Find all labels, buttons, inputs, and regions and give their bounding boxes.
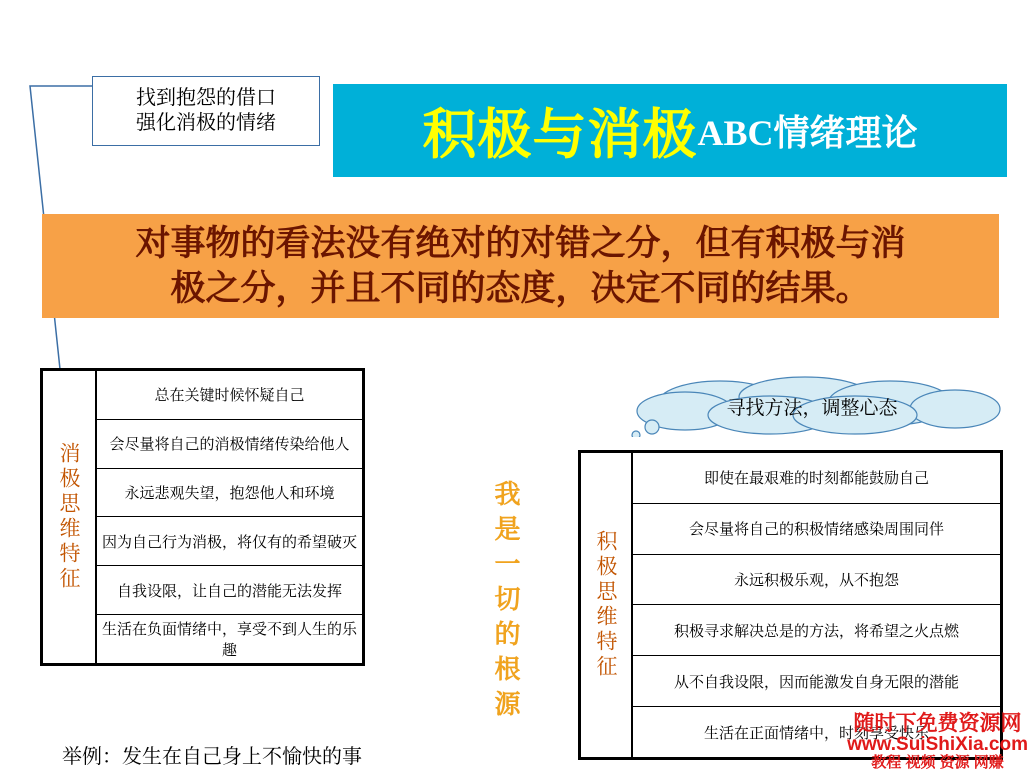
statement-line-1: 对事物的看法没有绝对的对错之分，但有积极与消 (135, 223, 906, 263)
watermark-line-2: www.SuiShiXia.com (847, 734, 1028, 756)
table-row: 会尽量将自己的积极情绪感染周围同伴 (633, 504, 1000, 555)
positive-table-label-cell (581, 453, 633, 757)
center-vertical-text: 我是一切的根源 (491, 480, 520, 725)
slide-title-bar (333, 84, 1007, 177)
positive-table-label: 积极思维特征 (594, 530, 618, 680)
callout-line-1: 找到抱怨的借口 (136, 87, 276, 109)
callout-line-2: 强化消极的情绪 (136, 112, 276, 134)
table-row: 永远积极乐观，从不抱怨 (633, 555, 1000, 606)
negative-table-label: 消极思维特征 (57, 442, 81, 592)
cloud-callout-text: 寻找方法，调整心态 (726, 397, 898, 419)
statement-line-2: 极之分，并且不同的态度，决定不同的结果。 (170, 269, 871, 308)
slide-title-main: 积极与消极 (422, 105, 698, 165)
table-row: 因为自己行为消极，将仅有的希望破灭 (97, 517, 362, 566)
table-row: 总在关键时候怀疑自己 (97, 371, 362, 420)
table-row: 积极寻求解决总是的方法，将希望之火点燃 (633, 605, 1000, 656)
negative-thinking-table (40, 368, 365, 666)
negative-table-label-cell (43, 371, 97, 663)
table-row: 永远悲观失望，抱怨他人和环境 (97, 469, 362, 518)
negative-table-rows (97, 371, 362, 663)
table-row: 生活在负面情绪中，享受不到人生的乐趣 (101, 622, 357, 660)
statement-banner (42, 214, 999, 318)
watermark-line-3: 教程 视频 资源 网赚 (871, 754, 1004, 772)
watermark-line-1: 随时下免费资源网 (853, 712, 1022, 736)
slide-title-sub: ABC情绪理论 (697, 113, 918, 153)
watermark (847, 713, 1028, 771)
table-row: 自我设限，让自己的潜能无法发挥 (97, 566, 362, 615)
cloud-callout (600, 375, 1008, 437)
table-row: 生活在正面情绪中，时刻享受快乐 (703, 725, 929, 742)
complaint-callout-box (92, 76, 320, 146)
example-note: 举例：发生在自己身上不愉快的事 (62, 746, 362, 768)
table-row: 即使在最艰难的时刻都能鼓励自己 (633, 453, 1000, 504)
table-row: 会尽量将自己的消极情绪传染给他人 (97, 420, 362, 469)
table-row: 从不自我设限，因而能激发自身无限的潜能 (633, 656, 1000, 707)
